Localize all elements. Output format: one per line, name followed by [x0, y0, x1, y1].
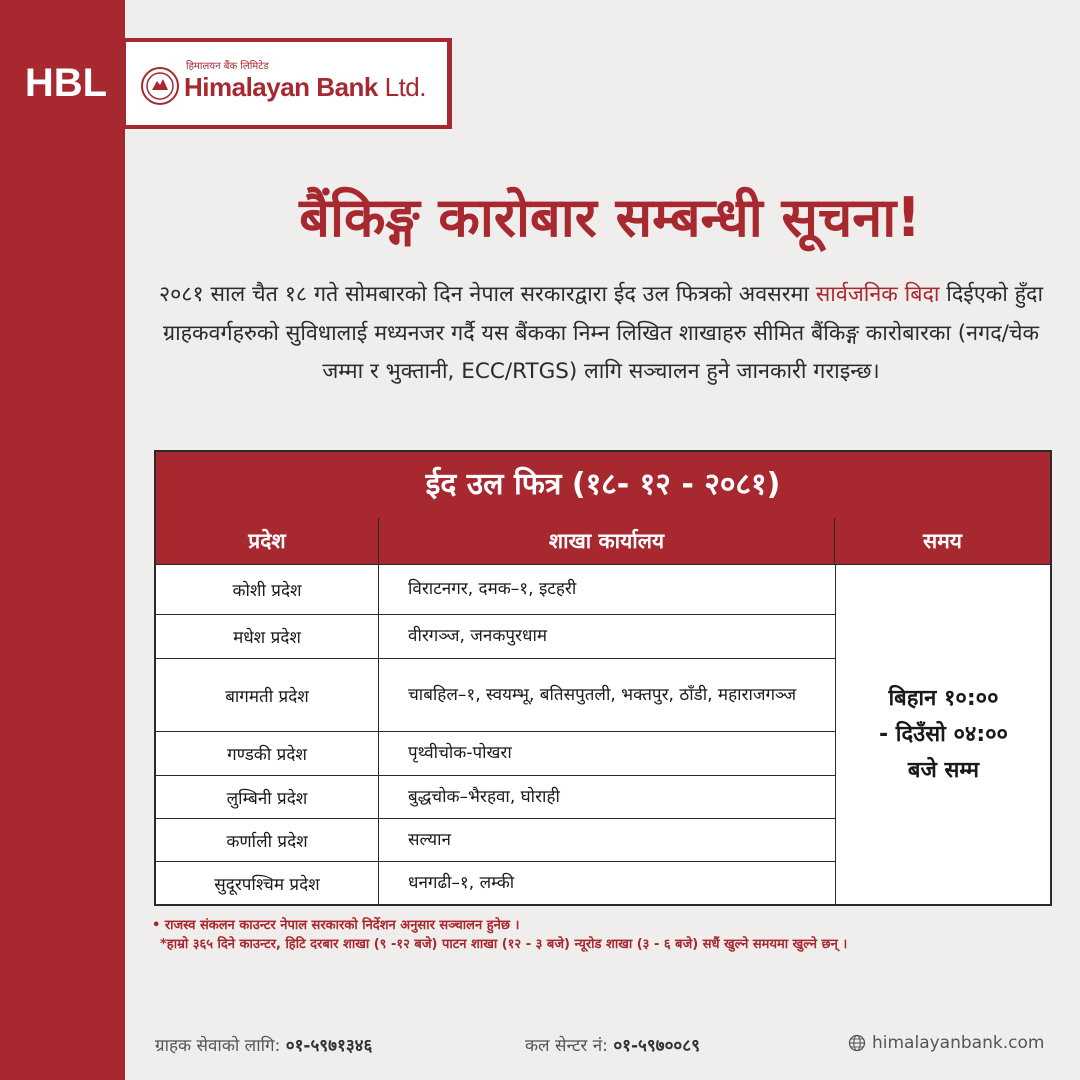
table-row: [156, 862, 835, 904]
call-center-number: ०१-५९७००८९: [613, 1036, 700, 1056]
table-row: [156, 732, 835, 776]
branch-cell: वीरगञ्ज, जनकपुरधाम: [408, 626, 548, 646]
time-line-3: बजे सम्म: [907, 757, 980, 783]
bank-seal-icon: [140, 66, 180, 106]
website-link[interactable]: himalayanbank.com: [872, 1033, 1045, 1053]
table-row: [156, 565, 835, 615]
table-header-row: [156, 518, 1050, 565]
branch-cell: चाबहिल–१, स्वयम्भू, बतिसपुतली, भक्तपुर, ठाँडी, महाराजगञ्ज: [408, 684, 797, 705]
call-center-label: कल सेन्टर नं:: [525, 1036, 608, 1056]
intro-part-3: दिईएको हुँदा ग्राहकवर्गहरुको सुविधालाई मध्यनजर गर्दै यस बैंकका निम्न लिखित शाखाहरु सीमित बैंकिङ्ग कारोबारका (नगद/चेक जम्मा र भुक्तानी, ECC/RTGS) लागि सञ्चालन हुने जानकारी गराइन्छ।: [162, 282, 1044, 384]
table-row: [156, 776, 835, 819]
note-365-counter: *हाम्रो ३६५ दिने काउन्टर, हिटि दरबार शाखा (९ -१२ बजे) पाटन शाखा (१२ - ३ बजे) न्यूरोड शाखा (३ - ६ बजे) सधैं खुल्ने समयमा खुल्ने छन् ।: [160, 937, 848, 952]
province-cell: मधेश प्रदेश: [156, 615, 379, 658]
customer-service-number: ०१-५९७१३४६: [285, 1036, 373, 1056]
intro-public-holiday: सार्वजनिक बिदा: [815, 282, 940, 307]
notice-intro: [152, 276, 1050, 392]
table-row: [156, 819, 835, 862]
customer-service: [155, 1033, 372, 1056]
header-branch: शाखा कार्यालय: [379, 518, 835, 564]
footnotes: [152, 916, 1032, 954]
province-cell: गण्डकी प्रदेश: [156, 732, 379, 775]
website: [848, 1033, 1044, 1053]
branch-cell: पृथ्वीचोक-पोखरा: [408, 743, 512, 763]
logo-nepali-name: हिमालयन बैंक लिमिटेड: [186, 61, 269, 72]
notice-headline: बैंकिङ्ग कारोबार सम्बन्धी सूचना!: [299, 186, 921, 249]
logo-name-suffix: Ltd.: [384, 72, 426, 102]
province-cell: कोशी प्रदेश: [156, 565, 379, 614]
time-line-2: - दिउँसो ०४:००: [878, 721, 1008, 747]
province-cell: बागमती प्रदेश: [156, 659, 379, 731]
call-center: [525, 1033, 700, 1056]
globe-icon: [848, 1034, 866, 1052]
header-province: प्रदेश: [156, 518, 379, 564]
brand-logo: [0, 38, 452, 129]
province-cell: सुदूरपश्चिम प्रदेश: [156, 862, 379, 904]
header-time: समय: [923, 529, 962, 553]
branch-schedule-table: [154, 450, 1052, 906]
table-title: ईद उल फित्र (१८- १२ - २०८१): [156, 452, 1050, 519]
branch-cell: सल्यान: [408, 829, 451, 850]
time-line-1: बिहान १०:००: [888, 685, 999, 711]
intro-part-1: २०८१ साल चैत १८ गते सोमबारको दिन नेपाल सरकारद्वारा ईद उल फित्रको अवसरमा: [158, 282, 809, 307]
customer-service-label: ग्राहक सेवाको लागि:: [155, 1036, 281, 1056]
branch-cell: बुद्धचोक–भैरहवा, घोराही: [408, 786, 560, 807]
province-cell: कर्णाली प्रदेश: [156, 819, 379, 861]
time-cell: [835, 565, 1051, 904]
logo-english-name: [184, 72, 426, 103]
note-revenue-counter: • राजस्व संकलन काउन्टर नेपाल सरकारको निर्देशन अनुसार सञ्चालन हुनेछ ।: [152, 918, 520, 933]
logo-panel: [126, 42, 447, 125]
logo-name-main: Himalayan Bank: [184, 72, 378, 102]
table-row: [156, 615, 835, 659]
logo-short: HBL: [24, 61, 108, 105]
branch-cell: विराटनगर, दमक–१, इटहरी: [408, 579, 577, 599]
province-cell: लुम्बिनी प्रदेश: [156, 776, 379, 818]
table-row: [156, 659, 835, 732]
left-accent-strip: [0, 0, 125, 1080]
branch-cell: धनगढी–१, लम्की: [408, 872, 515, 893]
